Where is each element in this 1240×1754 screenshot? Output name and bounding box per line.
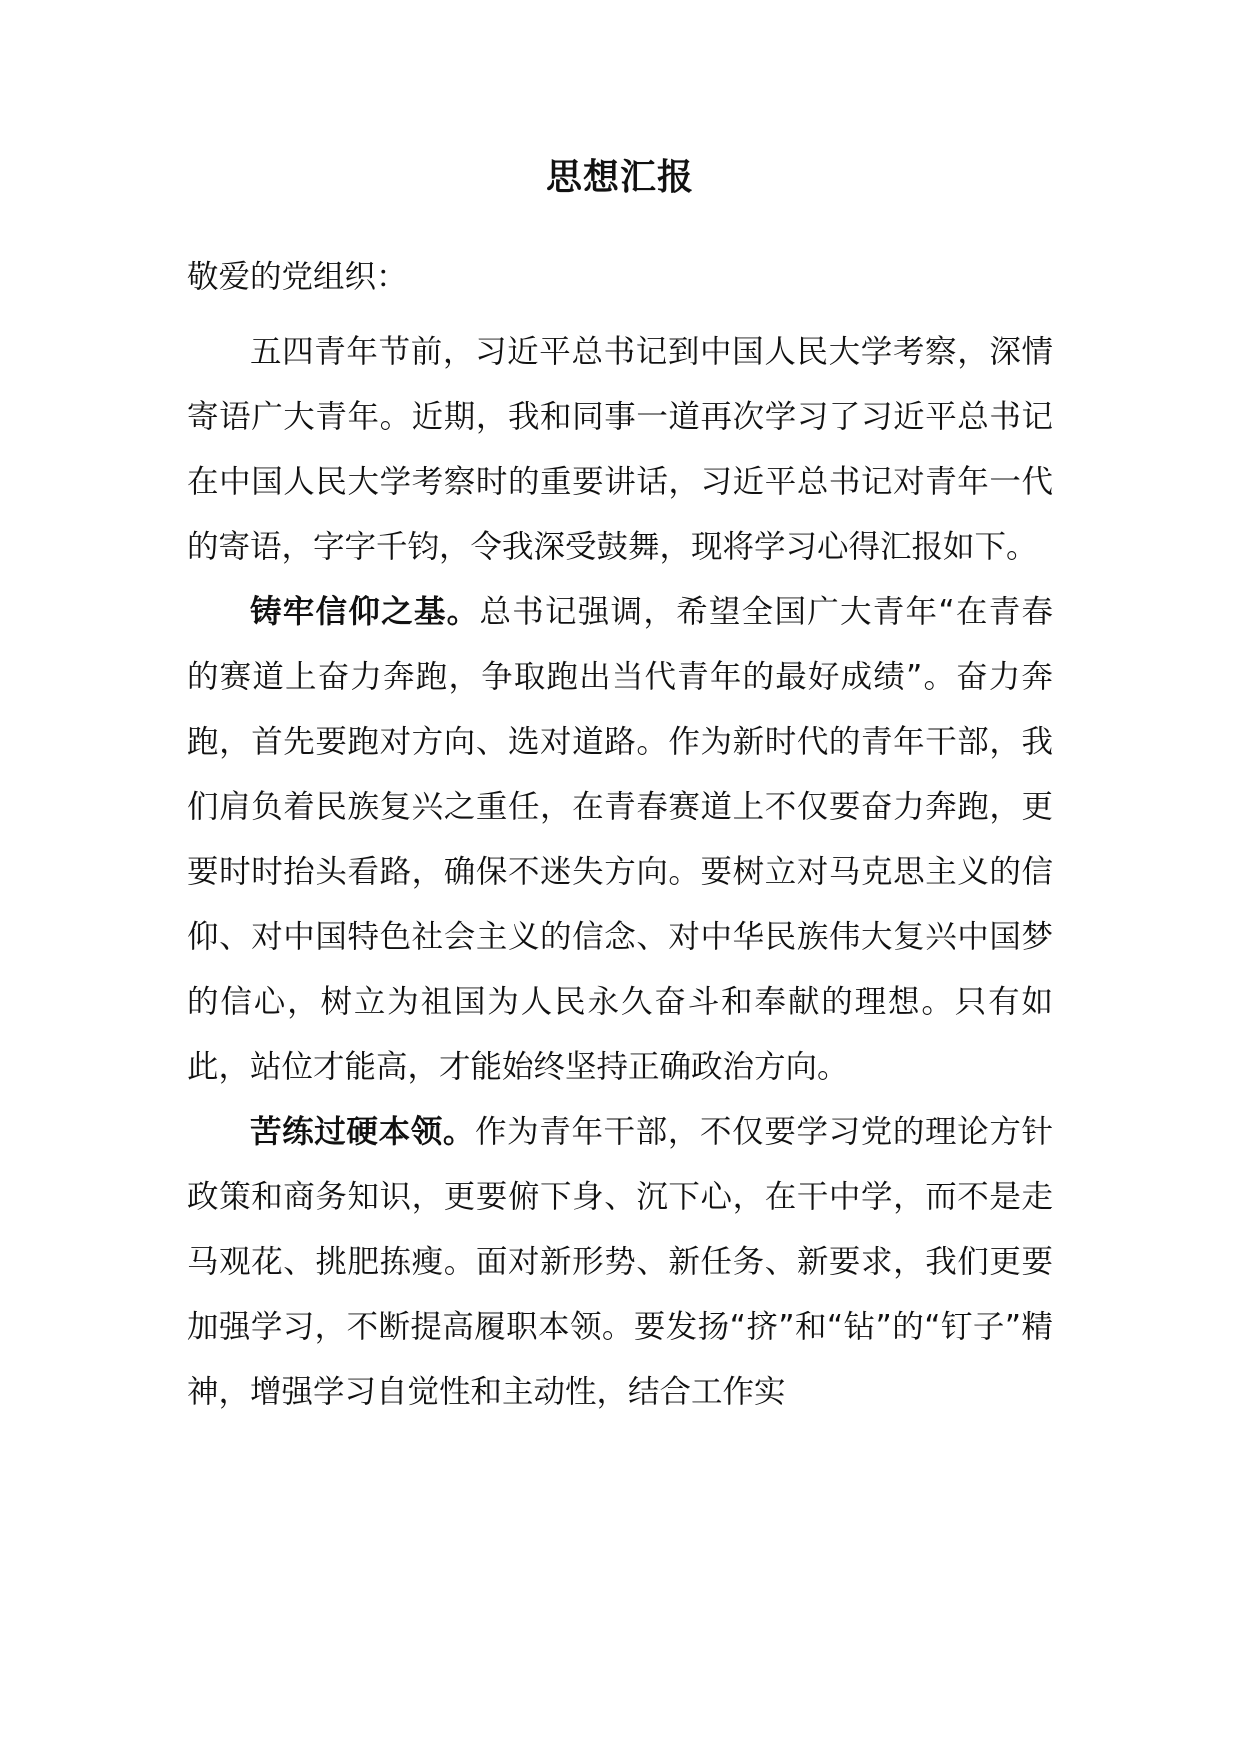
salutation: 敬爱的党组织： xyxy=(187,259,408,295)
document-body xyxy=(187,245,1053,1425)
document-title: 思想汇报 xyxy=(545,157,694,198)
paragraph-intro xyxy=(187,320,1053,580)
paragraph-text: 五四青年节前，习近平总书记到中国人民大学考察，深情寄语广大青年。近期，我和同事一道再次学习了习近平总书记在中国人民大学考察时的重要讲话，习近平总书记对青年一代的寄语，字字千钧，令我深受鼓舞，现将学习心得汇报如下。 xyxy=(187,334,1053,565)
paragraph-skills xyxy=(187,1100,1053,1425)
paragraph-lead: 铸牢信仰之基。 xyxy=(250,594,480,630)
paragraph-text: 作为青年干部，不仅要学习党的理论方针政策和商务知识，更要俯下身、沉下心，在干中学，而不是走马观花、挑肥拣瘦。面对新形势、新任务、新要求，我们更要加强学习，不断提高履职本领。要发扬“挤”和“钻”的“钉子”精神，增强学习自觉性和主动性，结合工作实 xyxy=(187,1114,1053,1410)
paragraph-faith xyxy=(187,580,1053,1100)
paragraph-text: 总书记强调，希望全国广大青年“在青春的赛道上奋力奔跑，争取跑出当代青年的最好成绩”。奋力奔跑，首先要跑对方向、选对道路。作为新时代的青年干部，我们肩负着民族复兴之重任，在青春赛道上不仅要奋力奔跑，更要时时抬头看路，确保不迷失方向。要树立对马克思主义的信仰、对中国特色社会主义的信念、对中华民族伟大复兴中国梦的信心，树立为祖国为人民永久奋斗和奉献的理想。只有如此，站位才能高，才能始终坚持正确政治方向。 xyxy=(187,594,1053,1085)
paragraph-lead: 苦练过硬本领。 xyxy=(250,1114,476,1150)
